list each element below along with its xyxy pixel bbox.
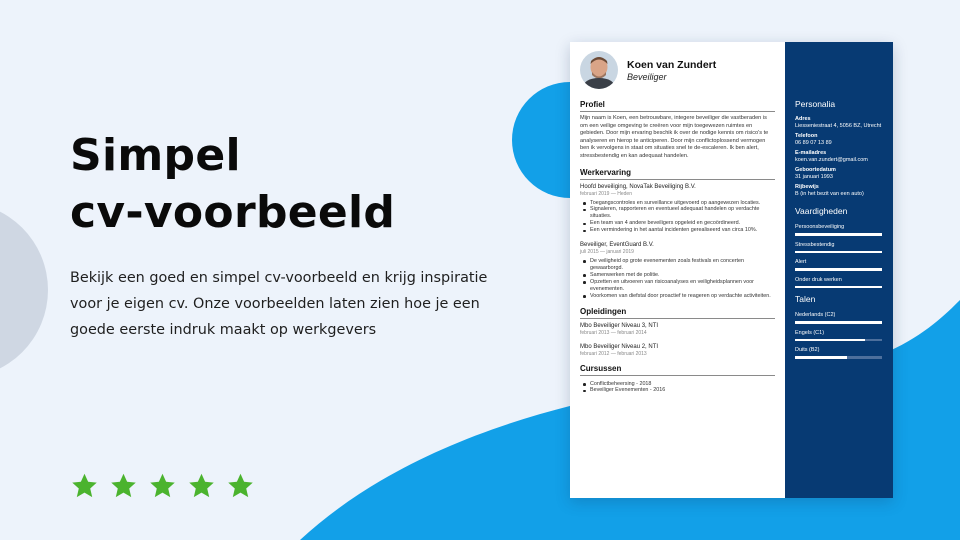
education-date: februari 2012 — februari 2013 xyxy=(580,350,647,357)
skill-level-bar xyxy=(795,286,882,289)
profile-text: Mijn naam is Koen, een betrouwbare, integere beveiliger die vastberaden is om een veilige omgeving te creëren voor mijn toegewezen ruimtes en gebieden. Door mijn ervaring beschik ik over de nodige kennis om risico's te analyseren en hierop te anticiperen. Door mijn conflictoplossend vermogen ben ik vervolgens in staat om situaties snel te de-escaleren. Ik ben alert, stressbestendig en kan adequaat handelen. xyxy=(580,115,769,159)
experience-list xyxy=(580,183,775,300)
list-item: Opzetten en uitvoeren van risicoanalyses en veiligheidsplannen voor evenementen. xyxy=(580,279,775,293)
personalia-list xyxy=(795,116,883,198)
page-title-line-2: cv-voorbeeld xyxy=(70,187,396,238)
skill-level-fill xyxy=(795,268,882,271)
languages-list xyxy=(795,311,883,359)
job-duties xyxy=(580,258,775,299)
job-entry xyxy=(580,241,775,299)
skill-item xyxy=(795,346,883,359)
star-icon xyxy=(187,472,216,500)
skill-item xyxy=(795,223,883,236)
address-label: Adres xyxy=(795,116,811,122)
skill-item xyxy=(795,241,883,254)
star-icon xyxy=(70,472,99,500)
job-duties xyxy=(580,200,775,235)
education-title: Mbo Beveiliger Niveau 2, NTI xyxy=(580,343,659,350)
list-item: Voorkomen van diefstal door proactief te reageren op verdachte activiteiten. xyxy=(580,293,775,300)
gray-circle-decoration xyxy=(0,202,48,378)
skill-level-fill xyxy=(795,233,882,236)
skill-level-fill xyxy=(795,339,865,342)
profile-section-title: Profiel xyxy=(580,100,775,112)
courses-list xyxy=(580,381,775,395)
birthdate-label: Geboortedatum xyxy=(795,167,836,173)
license-label: Rijbewijs xyxy=(795,184,819,190)
star-icon xyxy=(226,472,255,500)
page-title-line-1: Simpel xyxy=(70,130,241,181)
page-title xyxy=(70,127,510,241)
skill-item xyxy=(795,276,883,289)
cv-sidebar xyxy=(785,42,893,498)
skill-level-bar xyxy=(795,321,882,324)
star-rating xyxy=(70,472,255,500)
list-item: Een team van 4 andere beveiligers opgeleid en gecoördineerd. xyxy=(580,220,775,227)
skill-item xyxy=(795,329,883,342)
intro-text: Bekijk een goed en simpel cv-voorbeeld en krijg inspiratie voor je eigen cv. Onze voorbeelden laten zien hoe je een goede eerste indruk maakt op werkgevers xyxy=(70,270,488,338)
list-item: Signaleren, rapporteren en eventueel adequaat handelen op verdachte situaties. xyxy=(580,206,775,220)
skill-item xyxy=(795,311,883,324)
star-icon xyxy=(109,472,138,500)
education-date: februari 2013 — februari 2014 xyxy=(580,329,647,336)
cv-role: Beveiliger xyxy=(627,71,667,82)
skill-level-bar xyxy=(795,339,882,342)
courses-section-title: Cursussen xyxy=(580,364,775,376)
skill-level-fill xyxy=(795,286,882,289)
skill-level-bar xyxy=(795,268,882,271)
skill-level-bar xyxy=(795,233,882,236)
education-section-title: Opleidingen xyxy=(580,307,775,319)
list-item: De veiligheid op grote evenementen zoals festivals en concerten gewaarborgd. xyxy=(580,258,775,272)
cv-name: Koen van Zundert xyxy=(627,58,717,71)
skill-name: Alert xyxy=(795,259,807,265)
education-entry xyxy=(580,343,775,358)
list-item: Samenwerken met de politie. xyxy=(580,272,775,279)
skill-name: Persoonsbeveiliging xyxy=(795,224,845,230)
cv-preview xyxy=(570,42,893,498)
experience-section-title: Werkervaring xyxy=(580,168,775,180)
job-date: juli 2015 — januari 2019 xyxy=(580,249,634,256)
phone-value: 06 89 07 13 89 xyxy=(795,140,832,146)
skill-item xyxy=(795,258,883,271)
skill-level-fill xyxy=(795,356,847,359)
list-item: Een vermindering in het aantal incidenten gerealiseerd van circa 10%. xyxy=(580,227,775,234)
email-label: E-mailadres xyxy=(795,150,827,156)
personalia-title: Personalia xyxy=(795,99,836,109)
cv-main-column xyxy=(570,42,785,498)
skill-name: Onder druk werken xyxy=(795,276,842,283)
education-entry xyxy=(580,322,775,337)
profile-photo xyxy=(580,51,618,89)
job-date: februari 2019 — Heden xyxy=(580,190,632,197)
skill-name: Nederlands (C2) xyxy=(795,312,836,318)
star-icon xyxy=(148,472,177,500)
skill-name: Engels (C1) xyxy=(795,329,825,336)
skill-name: Stressbestendig xyxy=(795,241,835,248)
license-value: B (in het bezit van een auto) xyxy=(795,191,864,197)
job-title: Beveiliger, EventGuard B.V. xyxy=(580,242,654,249)
phone-label: Telefoon xyxy=(795,133,818,139)
job-entry xyxy=(580,183,775,235)
languages-title: Talen xyxy=(795,294,816,304)
list-item: Conflictbeheersing - 2018 xyxy=(580,381,775,388)
list-item: Beveiliger Evenementen - 2016 xyxy=(580,387,775,394)
skill-level-fill xyxy=(795,251,882,254)
skills-title: Vaardigheden xyxy=(795,206,848,216)
cv-header xyxy=(580,51,775,89)
skill-level-fill xyxy=(795,321,882,324)
skills-list xyxy=(795,223,883,288)
avatar xyxy=(580,51,618,89)
birthdate-value: 31 januari 1993 xyxy=(795,174,833,180)
job-title: Hoofd beveiliging, NovaTak Beveiliging B.V. xyxy=(580,183,696,190)
education-title: Mbo Beveiliger Niveau 3, NTI xyxy=(580,322,659,329)
skill-name: Duits (B2) xyxy=(795,347,820,353)
address-value: Liesseniestraat 4, 5056 BZ, Utrecht xyxy=(795,123,882,129)
skill-level-bar xyxy=(795,251,882,254)
skill-level-bar xyxy=(795,356,882,359)
list-item: Toegangscontroles en surveillance uitgevoerd op aangewezen locaties. xyxy=(580,200,775,207)
email-value: koen.van.zundert@gmail.com xyxy=(795,157,868,163)
